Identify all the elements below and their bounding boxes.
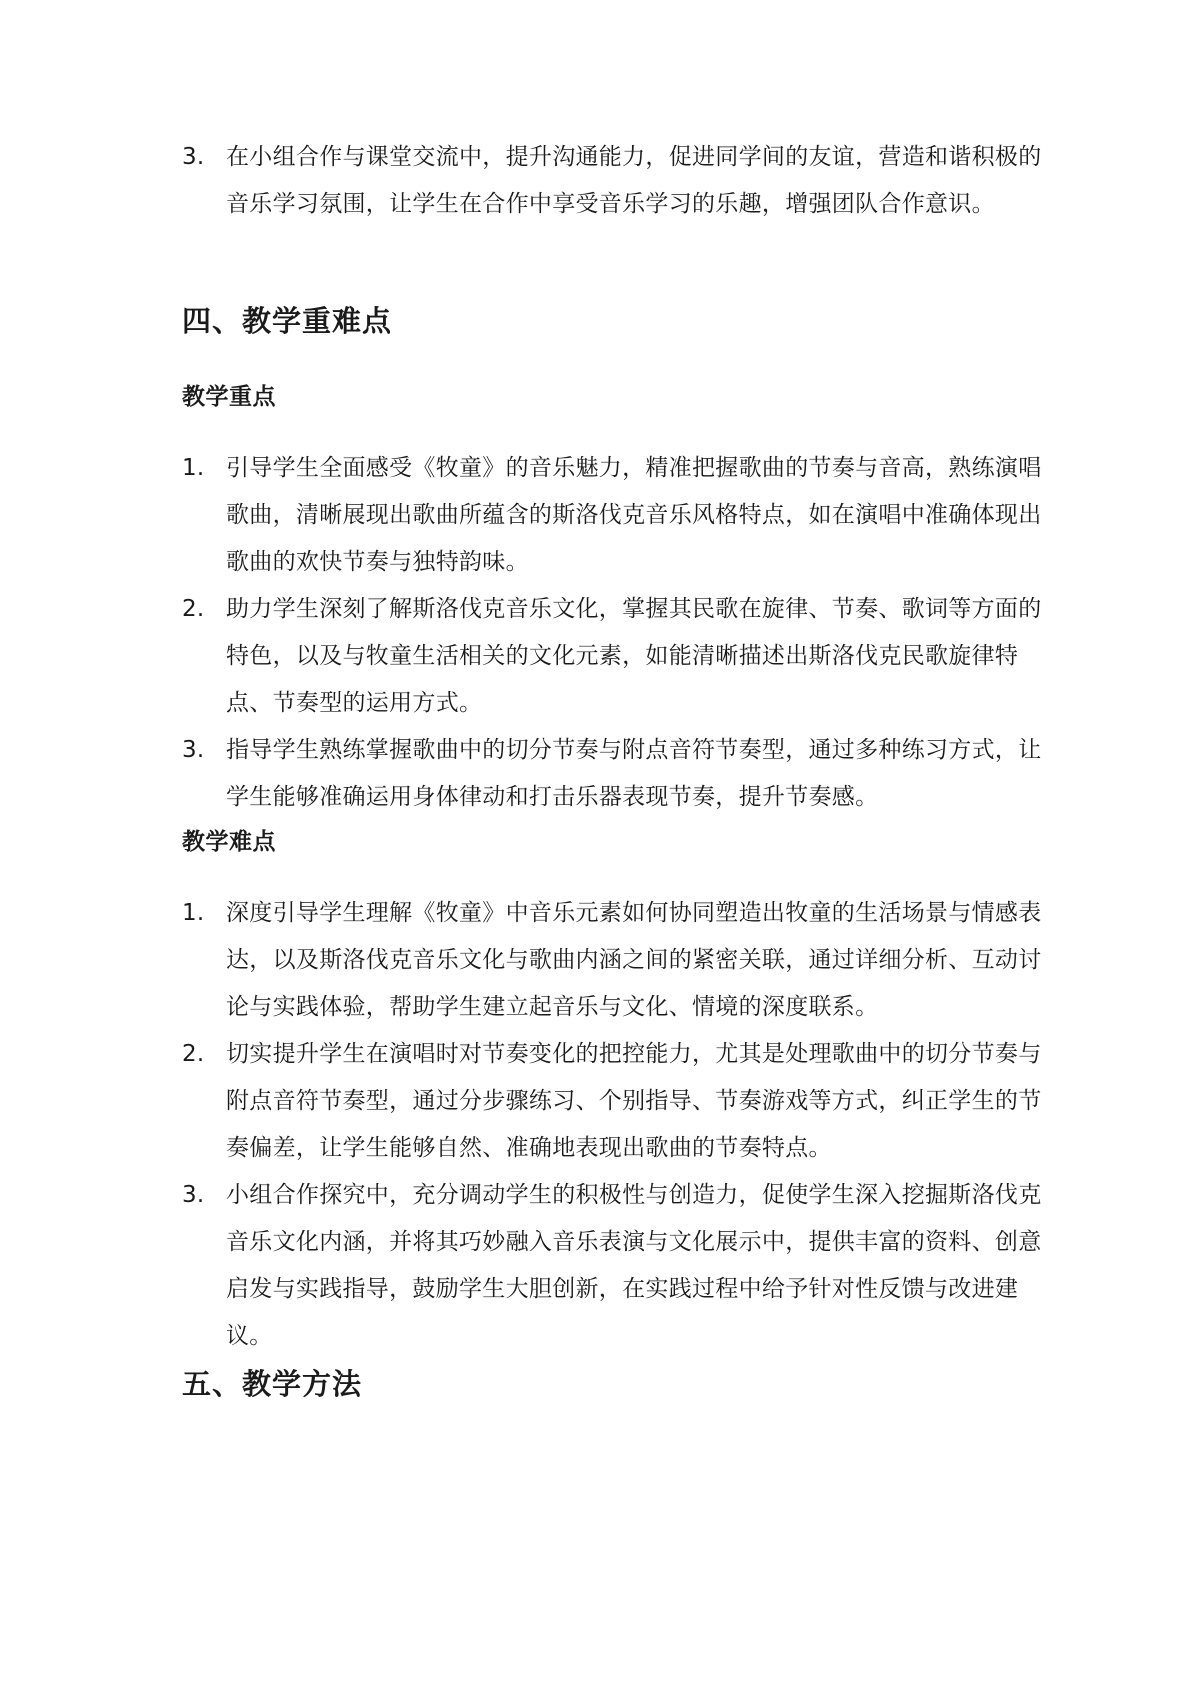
list-item-text: 在小组合作与课堂交流中，提升沟通能力，促进同学间的友谊，营造和谐积极的音乐学习氛围，让学生在合作中享受音乐学习的乐趣，增强团队合作意识。 xyxy=(226,144,1042,217)
list-item xyxy=(182,134,1042,228)
list-item-text: 深度引导学生理解《牧童》中音乐元素如何协同塑造出牧童的生活场景与情感表达，以及斯洛伐克音乐文化与歌曲内涵之间的紧密关联，通过详细分析、互动讨论与实践体验，帮助学生建立起音乐与文化、情境的深度联系。 xyxy=(226,900,1042,1020)
list-item-text: 小组合作探究中，充分调动学生的积极性与创造力，促使学生深入挖掘斯洛伐克音乐文化内涵，并将其巧妙融入音乐表演与文化展示中，提供丰富的资料、创意启发与实践指导，鼓励学生大胆创新，在实践过程中给予针对性反馈与改进建议。 xyxy=(226,1182,1042,1349)
list-item-number: 3. xyxy=(182,1182,205,1208)
list-item xyxy=(182,1031,1042,1172)
list-item-text: 指导学生熟练掌握歌曲中的切分节奏与附点音符节奏型，通过多种练习方式，让学生能够准确运用身体律动和打击乐器表现节奏，提升节奏感。 xyxy=(226,737,1042,810)
list-item xyxy=(182,1172,1042,1360)
list-item xyxy=(182,890,1042,1031)
objectives-list xyxy=(182,134,1042,228)
key-points-list xyxy=(182,445,1042,821)
list-item-number: 1. xyxy=(182,900,205,926)
list-item xyxy=(182,586,1042,727)
subheading-difficulties: 教学难点 xyxy=(182,829,276,855)
list-item xyxy=(182,727,1042,821)
list-item-text: 切实提升学生在演唱时对节奏变化的把控能力，尤其是处理歌曲中的切分节奏与附点音符节奏型，通过分步骤练习、个别指导、节奏游戏等方式，纠正学生的节奏偏差，让学生能够自然、准确地表现出歌曲的节奏特点。 xyxy=(226,1041,1042,1161)
list-item-text: 助力学生深刻了解斯洛伐克音乐文化，掌握其民歌在旋律、节奏、歌词等方面的特色，以及与牧童生活相关的文化元素，如能清晰描述出斯洛伐克民歌旋律特点、节奏型的运用方式。 xyxy=(226,596,1042,716)
list-item-number: 3. xyxy=(182,737,205,763)
list-item-number: 1. xyxy=(182,455,205,481)
list-item-number: 2. xyxy=(182,596,205,622)
list-item xyxy=(182,445,1042,586)
section-heading-key-difficult-points: 四、教学重难点 xyxy=(182,304,393,338)
difficulties-list xyxy=(182,890,1042,1360)
list-item-number: 3. xyxy=(182,144,205,170)
section-heading-teaching-methods: 五、教学方法 xyxy=(182,1367,363,1401)
list-item-number: 2. xyxy=(182,1041,205,1067)
list-item-text: 引导学生全面感受《牧童》的音乐魅力，精准把握歌曲的节奏与音高，熟练演唱歌曲，清晰展现出歌曲所蕴含的斯洛伐克音乐风格特点，如在演唱中准确体现出歌曲的欢快节奏与独特韵味。 xyxy=(226,455,1042,575)
subheading-key-points: 教学重点 xyxy=(182,384,276,410)
